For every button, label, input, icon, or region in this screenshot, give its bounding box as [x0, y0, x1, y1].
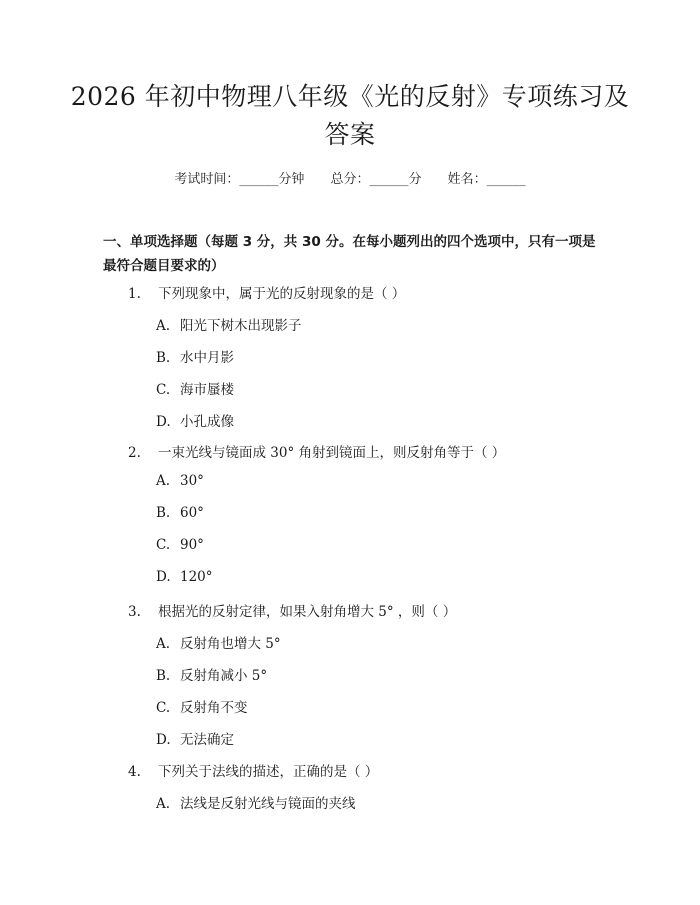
- option-2d: [156, 569, 213, 585]
- question-1: [128, 282, 405, 302]
- option-3d: [156, 728, 234, 748]
- option-1b: [156, 346, 234, 366]
- option-letter: D.: [156, 732, 171, 748]
- option-3a: [156, 632, 281, 652]
- question-text: 一束光线与镜面成 30° 角射到镜面上，则反射角等于（ ）: [158, 445, 506, 461]
- option-2a: [156, 473, 204, 489]
- option-text: 反射角减小 5°: [180, 668, 268, 684]
- option-letter: C.: [156, 700, 171, 716]
- option-letter: D.: [156, 414, 171, 430]
- question-2: [128, 441, 505, 461]
- question-number: 4.: [128, 764, 141, 780]
- option-text: 90°: [180, 537, 204, 553]
- document-title: 2026 年初中物理八年级《光的反射》专项练习及答案: [70, 82, 630, 149]
- question-number: 1.: [128, 286, 141, 302]
- option-3c: [156, 696, 248, 716]
- option-text: 反射角也增大 5°: [180, 636, 281, 652]
- option-letter: A.: [156, 473, 171, 489]
- option-text: 反射角不变: [180, 700, 248, 716]
- question-number: 3.: [128, 604, 141, 620]
- option-text: 无法确定: [180, 732, 234, 748]
- name-field: 姓名：______: [447, 172, 526, 187]
- option-text: 海市蜃楼: [180, 382, 234, 398]
- option-letter: A.: [156, 796, 171, 812]
- option-letter: B.: [156, 505, 171, 521]
- option-text: 阳光下树木出现影子: [180, 318, 302, 334]
- option-1d: [156, 410, 234, 430]
- option-text: 水中月影: [180, 350, 234, 366]
- question-4: [128, 760, 378, 780]
- option-1c: [156, 378, 234, 398]
- question-text: 下列关于法线的描述，正确的是（ ）: [158, 764, 379, 780]
- option-text: 法线是反射光线与镜面的夹线: [180, 796, 356, 812]
- option-letter: B.: [156, 668, 171, 684]
- option-letter: A.: [156, 318, 171, 334]
- option-4a: [156, 792, 356, 812]
- option-text: 60°: [180, 505, 204, 521]
- option-letter: D.: [156, 569, 171, 585]
- option-2c: [156, 537, 204, 553]
- option-1a: [156, 314, 302, 334]
- exam-time-field: 考试时间：______分钟: [174, 172, 305, 187]
- option-3b: [156, 664, 267, 684]
- question-3: [128, 600, 456, 620]
- question-number: 2.: [128, 445, 141, 461]
- option-letter: C.: [156, 382, 171, 398]
- option-2b: [156, 505, 204, 521]
- section-heading: 一、单项选择题（每题 3 分，共 30 分。在每小题列出的四个选项中，只有一项是最符合题目要求的）: [103, 234, 596, 274]
- option-letter: C.: [156, 537, 171, 553]
- total-score-field: 总分：______分: [330, 172, 422, 187]
- question-text: 下列现象中，属于光的反射现象的是（ ）: [158, 286, 406, 302]
- exam-meta-line: [0, 168, 700, 187]
- option-letter: B.: [156, 350, 171, 366]
- option-text: 120°: [180, 569, 213, 585]
- option-text: 30°: [180, 473, 204, 489]
- question-text: 根据光的反射定律，如果入射角增大 5° ，则（ ）: [158, 604, 457, 620]
- option-letter: A.: [156, 636, 171, 652]
- option-text: 小孔成像: [180, 414, 234, 430]
